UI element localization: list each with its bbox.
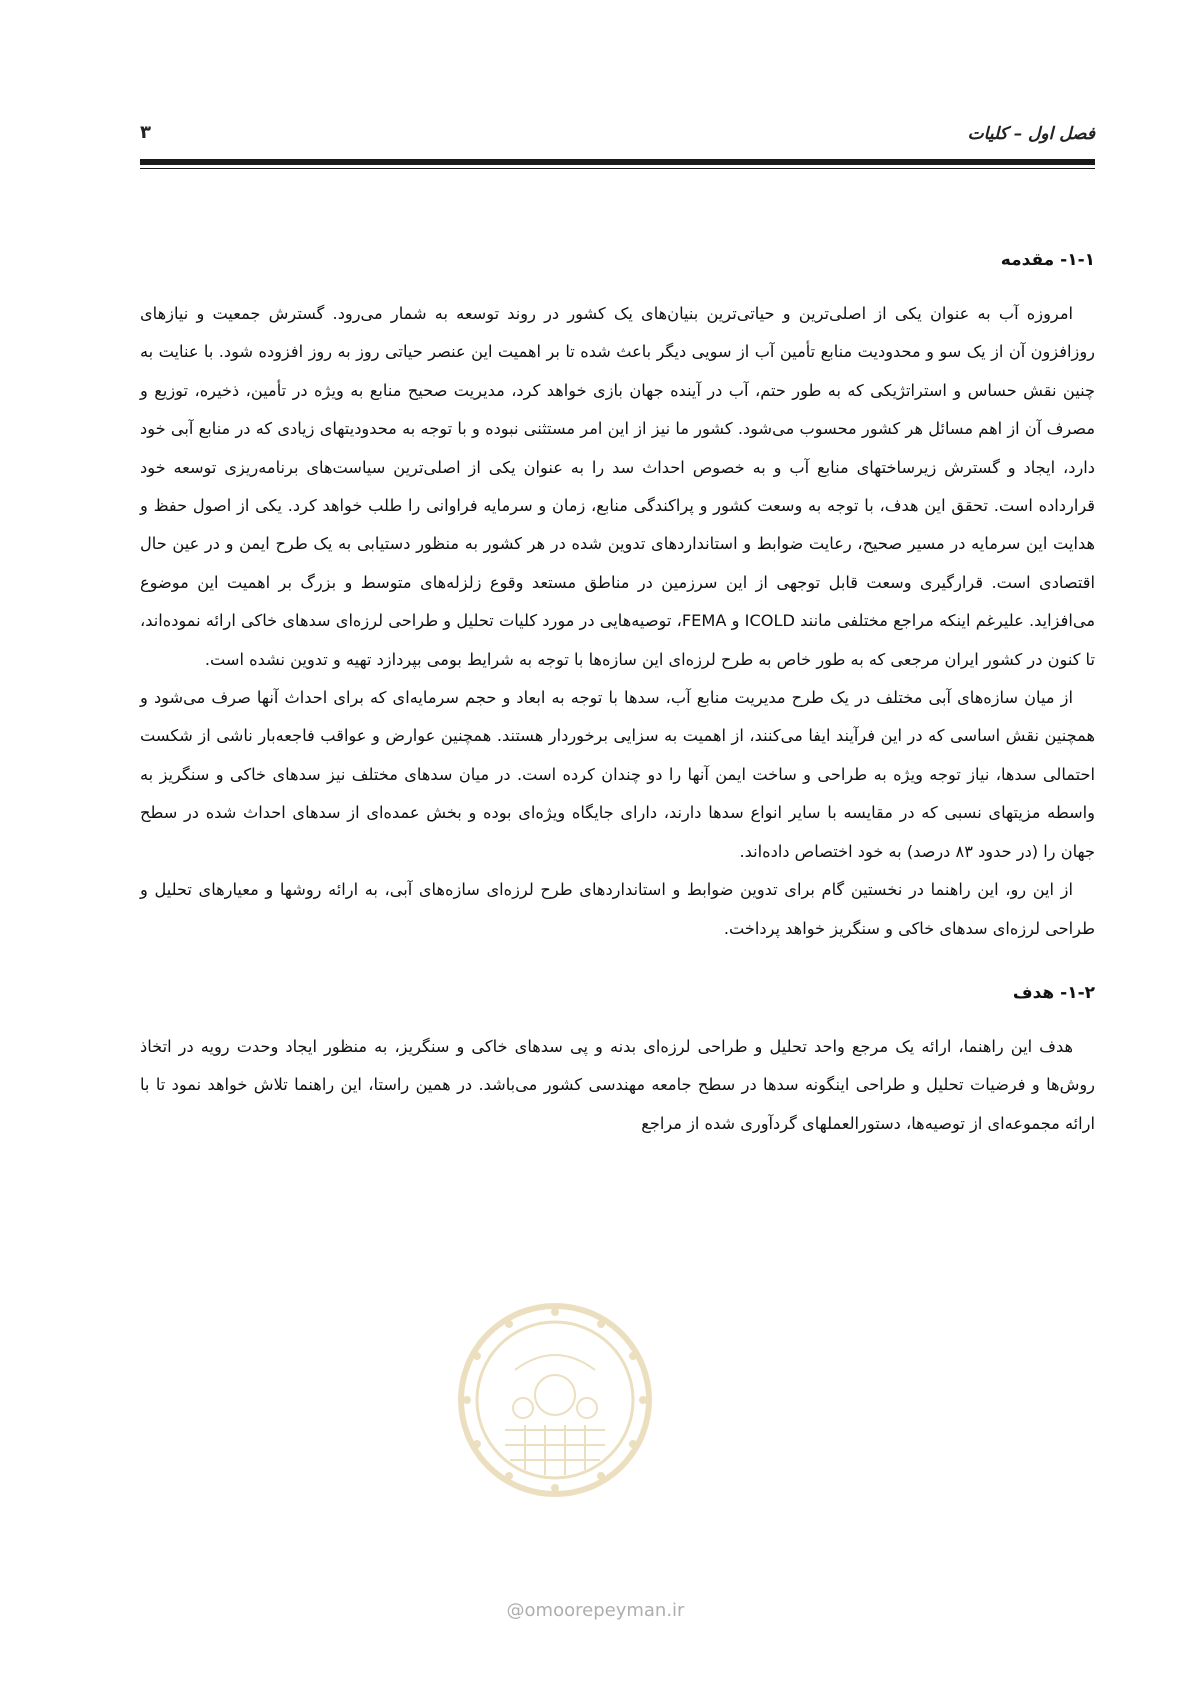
section-heading-introduction: ۱-۱- مقدمه [1000, 250, 1095, 270]
page-content [140, 247, 1095, 1143]
paragraph: از میان سازه‌های آبی مختلف در یک طرح مدیریت منابع آب، سدها با توجه به ابعاد و حجم سرمایه‌ای که برای احداث آنها صرف می‌شود و همچنین نقش اساسی که در این فرآیند ایفا می‌کنند، از اهمیت به سزایی برخوردار هستند. همچنین عوارض و عواقب فاجعه‌بار ناشی از شکست احتمالی سدها، نیاز توجه ویژه به طراحی و ساخت ایمن آنها را دو چندان کرده است. در میان سدهای مختلف نیز سدهای خاکی و سنگریز به واسطه مزیتهای نسبی که در مقایسه با سایر انواع سدها دارند، دارای جایگاه ویژه‌ای بوده و بخش عمده‌ای از سدهای احداث شده در سطح جهان را (در حدود ۸۳ درصد) به خود اختصاص داده‌اند. [140, 688, 1095, 861]
page-header [140, 118, 1095, 158]
header-rule-thin [140, 168, 1095, 169]
section-heading-goal: ۱-۲- هدف [1012, 982, 1095, 1003]
paragraph: از این رو، این راهنما در نخستین گام برای تدوین ضوابط و استانداردهای طرح لرزه‌ای سازه‌های آبی، به ارائه روشها و معیارهای تحلیل و طراحی لرزه‌ای سدهای خاکی و سنگریز خواهد پرداخت. [140, 880, 1095, 938]
chapter-title: فصل اول – کلیات [967, 124, 1095, 144]
paragraph: امروزه آب به عنوان یکی از اصلی‌ترین و حیاتی‌ترین بنیان‌های یک کشور در روند توسعه به شمار می‌رود. گسترش جمعیت و نیازهای روزافزون آن از یک سو و محدودیت منابع تأمین آب از سویی دیگر باعث شده تا بر اهمیت این عنصر حیاتی روز به روز افزوده شود. با عنایت به چنین نقش حساس و استراتژیکی که به طور حتم، آب در آینده جهان بازی خواهد کرد، مدیریت صحیح منابع به ویژه در تأمین، ذخیره، توزیع و مصرف آن از اهم مسائل هر کشور محسوب می‌شود. کشور ما نیز از این امر مستثنی نبوده و با توجه به محدودیتهای زیادی که در منابع آبی خود دارد، ایجاد و گسترش زیرساختهای منابع آب و به خصوص احداث سد را به عنوان یکی از اصلی‌ترین سیاست‌های برنامه‌ریزی توسعه خود قرارداده است. تحقق این هدف، با توجه به وسعت کشور و پراکندگی منابع، زمان و سرمایه فراوانی را طلب خواهد کرد. یکی از اصول حفظ و هدایت این سرمایه در مسیر صحیح، رعایت ضوابط و استانداردهای تدوین شده در هر کشور به منظور دستیابی به یک طرح ایمن و در عین حال اقتصادی است. قرارگیری وسعت قابل توجهی از این سرزمین در مناطق مستعد وقوع زلزله‌های متوسط و بزرگ بر اهمیت این موضوع می‌افزاید. علیرغم اینکه مراجع مختلفی مانند ICOLD و FEMA، توصیه‌هایی در مورد کلیات تحلیل و طراحی لرزه‌ای سدهای خاکی ارائه نموده‌اند، تا کنون در کشور ایران مرجعی که به طور خاص به طرح لرزه‌ای این سازه‌ها با توجه به شرایط بومی بپردازد تهیه و تدوین نشده است. [140, 304, 1095, 669]
page-number: ۳ [140, 122, 151, 143]
watermark-seal-icon [455, 1300, 655, 1500]
header-rule-thick [140, 159, 1095, 165]
paragraph: هدف این راهنما، ارائه یک مرجع واحد تحلیل و طراحی لرزه‌ای بدنه و پی سدهای خاکی و سنگریز، به منظور ایجاد وحدت رویه در اتخاذ روش‌ها و فرضیات تحلیل و طراحی اینگونه سدها در سطح جامعه مهندسی کشور می‌باشد. در همین راستا، این راهنما تلاش خواهد نمود تا با ارائه مجموعه‌ای از توصیه‌ها، دستورالعملهای گردآوری شده از مراجع [140, 1036, 1095, 1133]
watermark-url: @omoorepeyman.ir [506, 1600, 685, 1621]
section-gap [140, 948, 1095, 980]
